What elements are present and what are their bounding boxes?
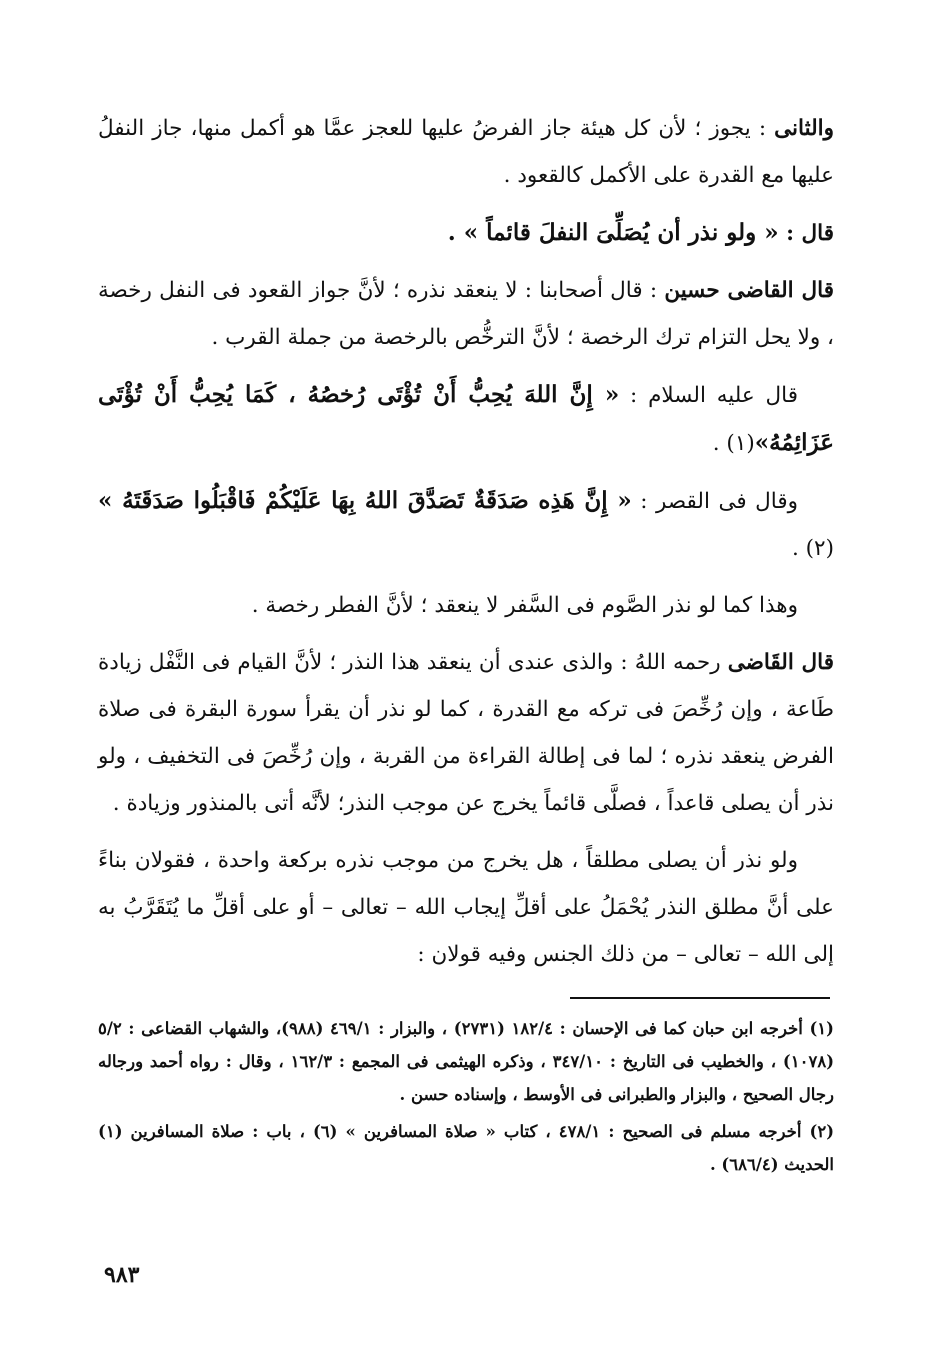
hadith-quote-1: « إِنَّ اللهَ يُحِبُّ أَنْ تُؤْتَى رُخصُهُ ، كَمَا يُحِبُّ أَنْ تُؤْتَى عَزَائِمُهُ» [98,381,834,456]
paragraph-8 [98,837,834,978]
footnote-2: (٢) أخرجه مسلم فى الصحيح : ٤٧٨/١ ، كتاب « صلاة المسافرين » (٦) ، باب : صلاة المسافرين (١) الحديث (٦٨٦/٤) . [98,1122,834,1174]
paragraph-7-text: رحمه اللهُ : والذى عندى أن ينعقد هذا النذر ؛ لأنَّ القيام فى النَّفْل زيادة طَاعة ، وإن رُخِّصَ فى تركه مع القدرة ، كما لو نذر أن يقرأ سورة البقرة فى صلاة الفرض ينعقد نذره ؛ لما فى إطالة القراءة من القربة ، وإن رُخِّصَ فى التخفيف ، ولو نذر أن يصلى قاعداً ، فصلَّى قائماً يخرج عن موجب النذر؛ لأنَّه أتى بالمنذور وزيادة . [98,650,834,816]
paragraph-1 [98,105,834,199]
paragraph-5-text: وقال فى القصر : [631,489,798,514]
footnotes [98,1012,834,1185]
paragraph-3-lead: قال القاضى حسين [664,278,834,303]
paragraph-7 [98,639,834,827]
paragraph-2-lead: قال : [778,221,834,246]
paragraph-5 [98,477,834,572]
paragraph-2 [98,209,834,257]
paragraph-6-text: وهذا كما لو نذر الصَّوم فى السَّفر لا ينعقد ؛ لأنَّ الفطر رخصة . [251,593,798,618]
footnote-ref-2: (٢) . [791,536,834,561]
paragraph-1-text: : يجوز ؛ لأن كل هيئة جاز الفرضُ عليها للعجز عمَّا هو أكمل منها، جاز النفلُ عليها مع القدرة على الأكمل كالقعود . [98,116,834,188]
footnote-1: (١) أخرجه ابن حبان كما فى الإحسان : ١٨٢/٤ (٢٧٣١) ، والبزار : ٤٦٩/١ (٩٨٨)، والشهاب القضاعى : ٥/٢ (١٠٧٨) ، والخطيب فى التاريخ : ٣٤٧/١٠ ، وذكره الهيثمى فى المجمع : ١٦٢/٣ ، وقال : رواه أحمد ورجاله رجال الصحيح ، والبزار والطبرانى فى الأوسط ، وإسناده حسن . [98,1019,834,1104]
paragraph-4 [98,371,834,467]
paragraph-4-text: قال عليه السلام : [619,383,799,408]
footnote-divider [570,997,830,999]
paragraph-2-quote: « ولو نذر أن يُصَلِّىَ النفلَ قائماً » . [447,219,779,246]
paragraph-8-text: ولو نذر أن يصلى مطلقاً ، هل يخرج من موجب نذره بركعة واحدة ، فقولان بناءً على أنَّ مطلق النذر يُحْمَلُ على أقلِّ إيجاب الله – تعالى – أو على أقلِّ ما يُتَقَرَّبُ به إلى الله – تعالى – من ذلك الجنس وفيه قولان : [98,848,834,967]
main-text [98,105,834,988]
paragraph-3-text: : قال أصحابنا : لا ينعقد نذره ؛ لأنَّ جواز القعود فى النفل رخصة ، ولا يحل التزام ترك الرخصة ؛ لأنَّ الترخُّص بالرخصة من جملة القرب . [98,278,834,350]
paragraph-7-lead: قال القَاضى [727,650,835,675]
paragraph-1-lead: والثانى [774,116,834,141]
page-number: ٩٨٣ [104,1262,140,1288]
hadith-quote-2: « إِنَّ هَذِه صَدَقَةٌ تَصَدَّقَ اللهُ بِهَا عَلَيْكُمْ فَاقْبَلُوا صَدَقَتَهُ » [98,487,632,514]
paragraph-3 [98,267,834,361]
paragraph-6 [98,582,834,629]
footnote-ref-1: (١) . [712,431,755,456]
